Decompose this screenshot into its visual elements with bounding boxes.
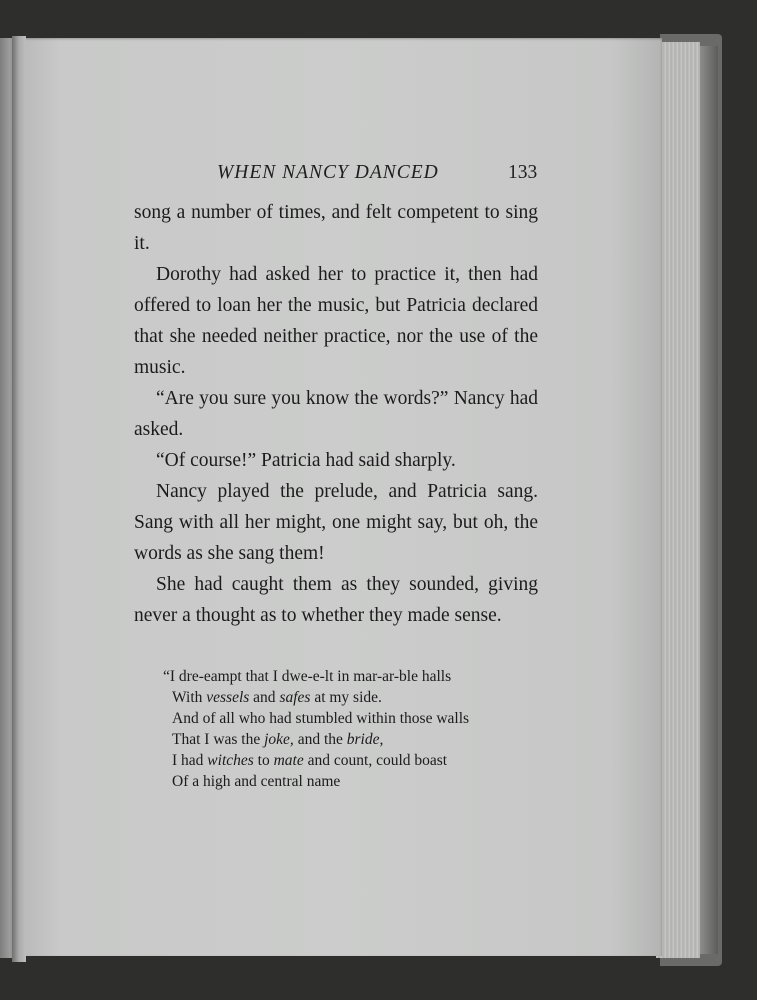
running-head-title: WHEN NANCY DANCED <box>217 162 439 183</box>
paragraph: “Of course!” Patricia had said sharply. <box>156 450 456 471</box>
page-number: 133 <box>508 162 538 183</box>
verse-text: and the <box>293 731 347 748</box>
verse-text: I had <box>172 752 208 769</box>
verse-line <box>172 750 469 771</box>
verse-text: and <box>249 689 280 706</box>
verse-text: and count, could boast <box>303 752 448 769</box>
verse-line: And of all who had stumbled within those walls <box>172 710 470 727</box>
paragraph: Nancy played the prelude, and Patricia sang. Sang with all her might, one might say, but oh, the words as she sang them! <box>134 481 538 564</box>
running-head <box>0 162 757 188</box>
paragraph: “Are you sure you know the words?” Nancy had asked. <box>134 388 538 440</box>
verse-italic: mate <box>273 752 304 769</box>
verse-italic: bride, <box>346 731 384 748</box>
verse-text: to <box>253 752 274 769</box>
verse-line: “I dre-eampt that I dwe-e-lt in mar-ar-ble halls <box>163 668 452 685</box>
verse-italic: witches <box>207 752 254 769</box>
verse-text: That I was the <box>172 731 265 748</box>
verse-italic: safes <box>279 689 311 706</box>
verse-line <box>172 687 469 708</box>
verse-text: at my side. <box>310 689 382 706</box>
song-verse <box>163 666 470 792</box>
verse-italic: joke, <box>264 731 294 748</box>
paragraph: She had caught them as they sounded, giving never a thought as to whether they made sense. <box>134 574 538 626</box>
verse-text: With <box>172 689 207 706</box>
body-text <box>134 197 538 631</box>
paragraph: song a number of times, and felt competent to sing it. <box>134 202 538 254</box>
verse-line <box>172 729 469 750</box>
verse-line: Of a high and central name <box>172 773 341 790</box>
verse-italic: vessels <box>206 689 250 706</box>
paragraph: Dorothy had asked her to practice it, then had offered to loan her the music, but Patricia declared that she needed neither practice, nor the use of the music. <box>134 264 538 378</box>
